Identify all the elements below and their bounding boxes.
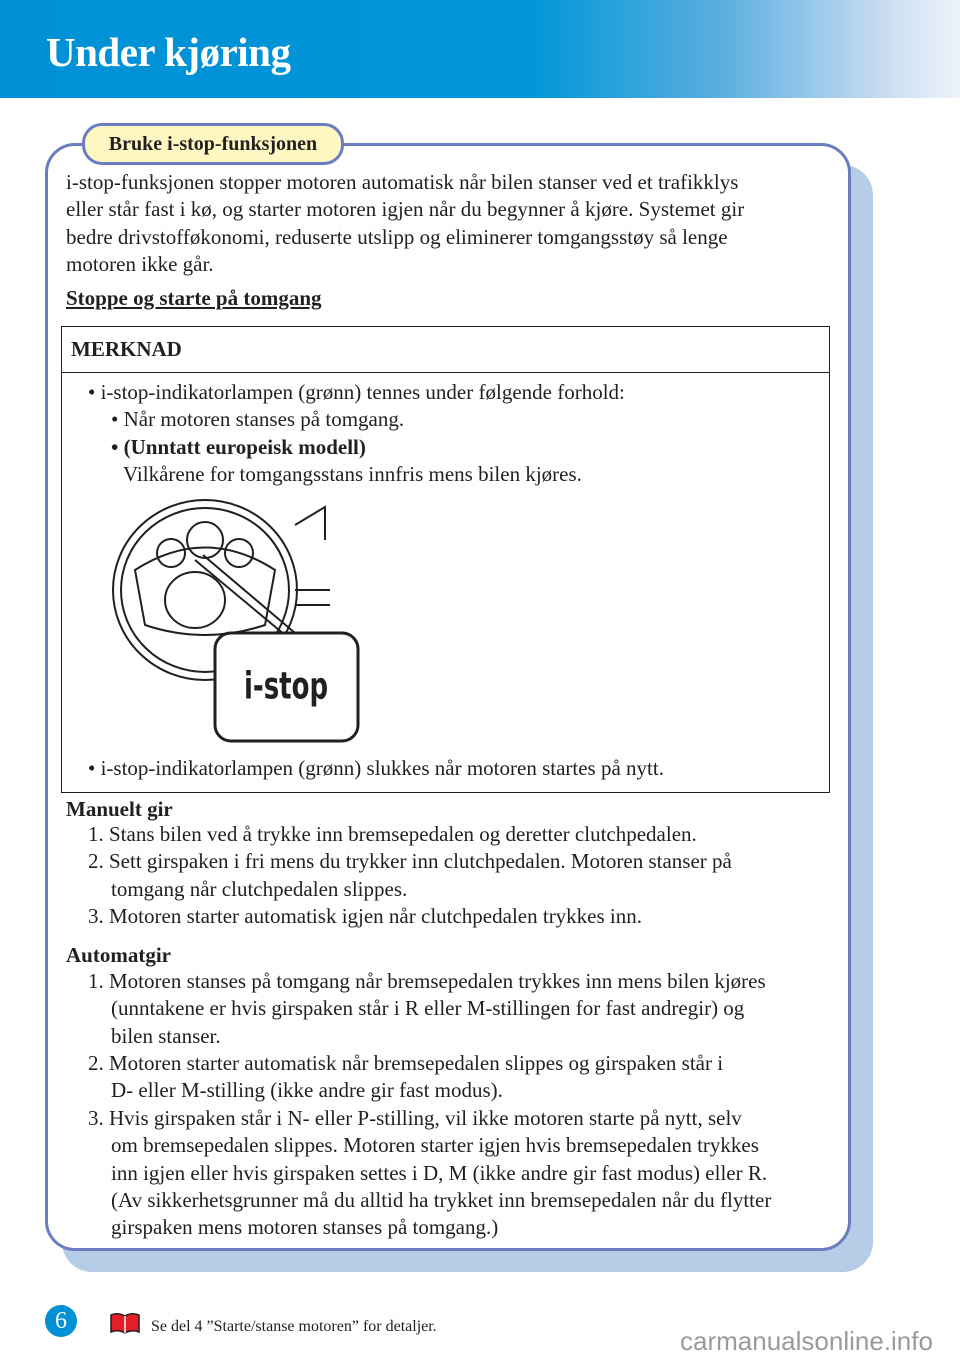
manual-step: 2. Sett girspaken i fri mens du trykker inn clutchpedalen. Motoren stanser på <box>88 849 732 873</box>
subheading: Stoppe og starte på tomgang <box>66 286 322 310</box>
steering-wheel-illustration <box>105 495 365 747</box>
chapter-header <box>0 0 960 98</box>
manual-title: Manuelt gir <box>66 797 173 821</box>
auto-step: 1. Motoren stanses på tomgang når bremsepedalen trykkes inn mens bilen kjøres <box>88 969 766 993</box>
book-icon <box>109 1312 141 1336</box>
auto-step: girspaken mens motoren stanses på tomgang.) <box>111 1215 499 1239</box>
section-tab: Bruke i-stop-funksjonen <box>82 123 344 165</box>
page-number: 6 <box>45 1305 77 1337</box>
auto-step: (Av sikkerhetsgrunner må du alltid ha trykket inn bremsepedalen når du flytter <box>111 1188 772 1212</box>
note-line: • Når motoren stanses på tomgang. <box>111 407 405 431</box>
auto-step: om bremsepedalen slippes. Motoren starter igjen hvis bremsepedalen trykkes <box>111 1133 759 1157</box>
manual-step: 3. Motoren starter automatisk igjen når clutchpedalen trykkes inn. <box>88 904 643 928</box>
auto-step: 3. Hvis girspaken står i N- eller P-stilling, vil ikke motoren starte på nytt, selv <box>88 1106 742 1130</box>
chapter-title: Under kjøring <box>46 29 291 75</box>
note-title: MERKNAD <box>71 337 182 361</box>
intro-line: bedre drivstofføkonomi, reduserte utslipp og eliminerer tomgangsstøy så lenge <box>66 225 728 249</box>
watermark: carmanualsonline.info <box>680 1326 933 1356</box>
note-line: • i-stop-indikatorlampen (grønn) tennes under følgende forhold: <box>88 380 625 404</box>
auto-step: (unntakene er hvis girspaken står i R eller M-stillingen for fast andregir) og <box>111 996 745 1020</box>
manual-step: 1. Stans bilen ved å trykke inn bremsepedalen og deretter clutchpedalen. <box>88 822 697 846</box>
manual-step: tomgang når clutchpedalen slippes. <box>111 877 408 901</box>
note-line: • (Unntatt europeisk modell) <box>111 435 366 459</box>
reference-text: Se del 4 ”Starte/stanse motoren” for detaljer. <box>151 1318 437 1335</box>
note-line: • i-stop-indikatorlampen (grønn) slukkes når motoren startes på nytt. <box>88 756 664 780</box>
intro-line: i-stop-funksjonen stopper motoren automatisk når bilen stanser ved et trafikklys <box>66 170 739 194</box>
auto-step: bilen stanser. <box>111 1024 221 1048</box>
auto-step: D- eller M-stilling (ikke andre gir fast modus). <box>111 1078 503 1102</box>
note-line: Vilkårene for tomgangsstans innfris mens bilen kjøres. <box>123 462 582 486</box>
intro-line: motoren ikke går. <box>66 252 214 276</box>
auto-step: 2. Motoren starter automatisk når bremsepedalen slippes og girspaken står i <box>88 1051 724 1075</box>
auto-step: inn igjen eller hvis girspaken settes i D, M (ikke andre gir fast modus) eller R. <box>111 1161 768 1185</box>
intro-line: eller står fast i kø, og starter motoren igjen når du begynner å kjøre. Systemet gir <box>66 197 745 221</box>
auto-title: Automatgir <box>66 943 171 967</box>
i-stop-indicator-label: i-stop <box>244 663 329 708</box>
